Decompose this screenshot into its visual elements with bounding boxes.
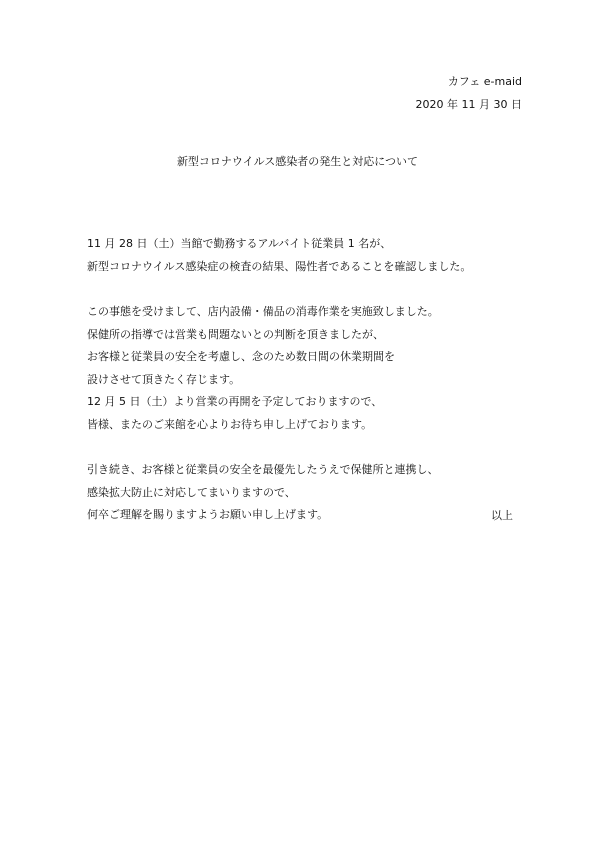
body-line: 何卒ご理解を賜りますようお願い申し上げます。 [87, 508, 329, 521]
body-line: この事態を受けまして、店内設備・備品の消毒作業を実施致しました。 [87, 305, 439, 318]
body-line: 設けさせて頂きたく存じます。 [87, 372, 241, 386]
issue-date: 2020 年 11 月 30 日 [415, 98, 522, 111]
sender-name: カフェ e-maid [447, 75, 522, 88]
body-line: 12 月 5 日（土）より営業の再開を予定しておりますので、 [87, 395, 383, 408]
body-line: 新型コロナウイルス感染症の検査の結果、陽性者であることを確認しました。 [87, 259, 472, 273]
body-line: 皆様、またのご来館を心よりお待ち申し上げております。 [87, 417, 373, 431]
body-line: お客様と従業員の安全を考慮し、念のため数日間の休業期間を [87, 350, 395, 363]
paragraph-incident [87, 233, 527, 278]
closing-mark: 以上 [491, 509, 513, 522]
body-line: 引き続き、お客様と従業員の安全を最優先したうえで保健所と連携し、 [87, 463, 439, 476]
paragraph-response [87, 301, 527, 436]
body-line: 保健所の指導では営業も問題ないとの判断を頂きましたが、 [87, 327, 384, 341]
notice-title: 新型コロナウイルス感染者の発生と対応について [176, 155, 419, 168]
body-line: 11 月 28 日（土）当館で勤務するアルバイト従業員 1 名が、 [87, 237, 392, 250]
notice-body [87, 233, 527, 527]
header-block [416, 70, 522, 116]
body-line: 感染拡大防止に対応してまいりますので、 [87, 485, 296, 499]
paragraph-future [87, 459, 527, 527]
